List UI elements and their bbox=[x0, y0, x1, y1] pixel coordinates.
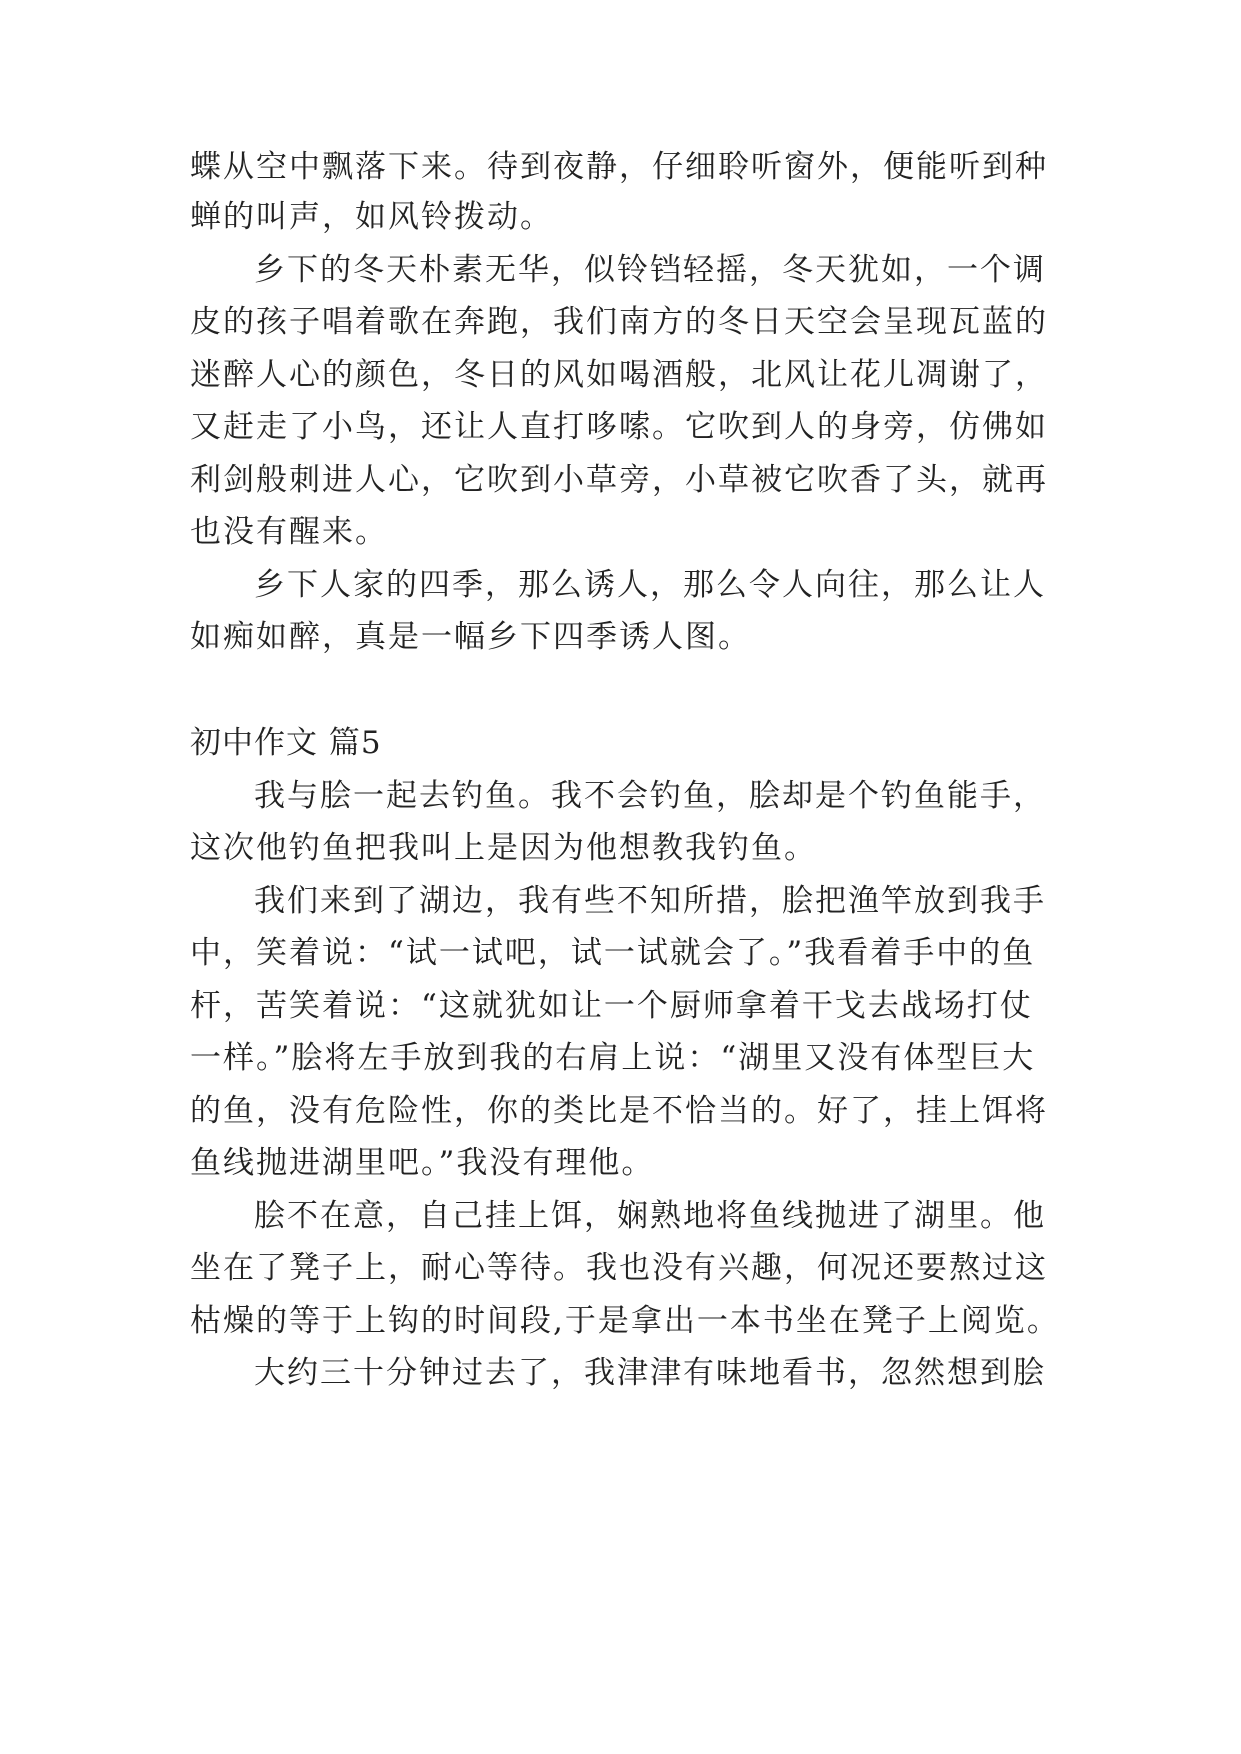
text-line: 皮的孩子唱着歌在奔跑，我们南方的冬日天空会呈现瓦蓝的 bbox=[190, 304, 1048, 340]
paragraph-start-line: 乡下人家的四季，那么诱人，那么令人向往，那么让人 bbox=[254, 567, 1046, 603]
paragraph-start-line: 大约三十分钟过去了，我津津有味地看书，忽然想到脍 bbox=[254, 1355, 1046, 1391]
text-line: 的鱼，没有危险性，你的类比是不恰当的。好了，挂上饵将 bbox=[190, 1093, 1048, 1129]
text-line: 一样。”脍将左手放到我的右肩上说：“湖里又没有体型巨大 bbox=[190, 1040, 1036, 1076]
text-line: 杆，苦笑着说：“这就犹如让一个厨师拿着干戈去战场打仗 bbox=[190, 988, 1033, 1024]
text-line: 也没有醒来。 bbox=[190, 514, 388, 550]
text-line: 蝶从空中飘落下来。待到夜静，仔细聆听窗外，便能听到种 bbox=[190, 149, 1048, 185]
section-heading: 初中作文 篇5 bbox=[190, 725, 382, 761]
text-line: 枯燥的等于上钩的时间段,于是拿出一本书坐在凳子上阅览。 bbox=[190, 1303, 1060, 1339]
text-line: 迷醉人心的颜色，冬日的风如喝酒般，北风让花儿凋谢了， bbox=[190, 357, 1048, 393]
paragraph-start-line: 脍不在意，自己挂上饵，娴熟地将鱼线抛进了湖里。他 bbox=[254, 1198, 1046, 1234]
paragraph-start-line: 乡下的冬天朴素无华，似铃铛轻摇，冬天犹如，一个调 bbox=[254, 252, 1046, 288]
paragraph-start-line: 我与脍一起去钓鱼。我不会钓鱼，脍却是个钓鱼能手， bbox=[254, 778, 1046, 814]
text-line: 如痴如醉，真是一幅乡下四季诱人图。 bbox=[190, 619, 751, 655]
paragraph-start-line: 我们来到了湖边，我有些不知所措，脍把渔竿放到我手 bbox=[254, 883, 1046, 919]
text-line: 鱼线抛进湖里吧。”我没有理他。 bbox=[190, 1145, 655, 1181]
text-line: 中，笑着说：“试一试吧，试一试就会了。”我看着手中的鱼 bbox=[190, 935, 1036, 971]
text-line: 又赶走了小鸟，还让人直打哆嗦。它吹到人的身旁，仿佛如 bbox=[190, 409, 1048, 445]
text-line: 这次他钓鱼把我叫上是因为他想教我钓鱼。 bbox=[190, 830, 817, 866]
text-line: 利剑般刺进人心，它吹到小草旁，小草被它吹香了头，就再 bbox=[190, 462, 1048, 498]
text-line: 蝉的叫声，如风铃拨动。 bbox=[190, 199, 553, 235]
text-line: 坐在了凳子上，耐心等待。我也没有兴趣，何况还要熬过这 bbox=[190, 1250, 1048, 1286]
